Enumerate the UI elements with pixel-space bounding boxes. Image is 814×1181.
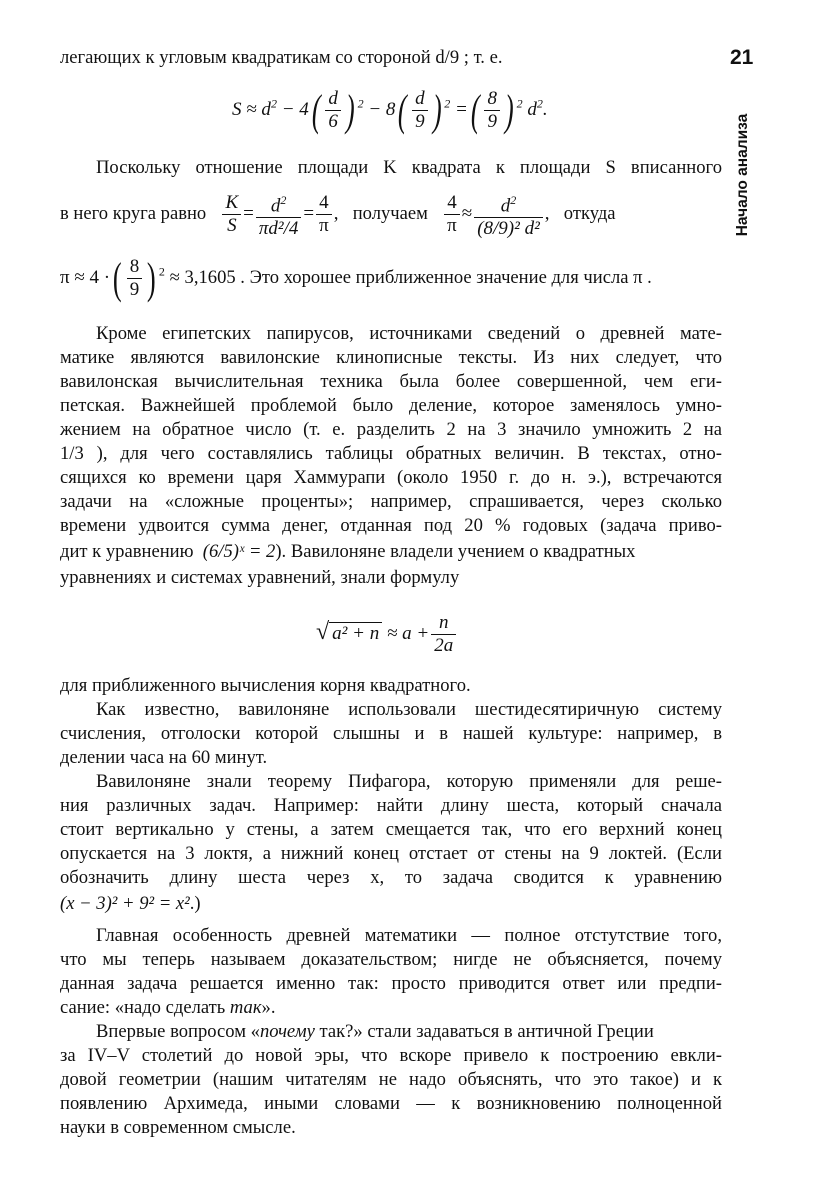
text-line: времени удвоится сумма денег, отданная под 20 % годовых (задача приво- (60, 515, 722, 536)
text-line: вавилонская вычислительная техника была более совершенной, чем еги- (60, 371, 722, 392)
text-line: науки в современном смысле. (60, 1117, 296, 1138)
text-line: делении часа на 60 минут. (60, 747, 268, 768)
text-line-equation: (x − 3)² + 9² = x².) (60, 893, 201, 914)
formula-ratio-line: в него круга равно $\frac{K}{S}$ = $\frac{d^2}{\text{πd²/4}}$ = $\frac{4}{\pi}$ , получаем $\frac{4}{\pi}$ ≈ $\frac{d^2}{\text{(8/9)² d²}}$ , откуда (60, 189, 722, 240)
formula-sqrt: √ a² + n ≈ a + $\frac{n}{2a}$ (316, 612, 458, 657)
formula-area-estimate: $S \approx d^2 - 4$( $\frac{d}{6}$ ) $^2$ − 8( $\frac{d}{9}$ ) $^2$ =( $\frac{8}{9}$ ) $^2$ $d^2$. (232, 85, 548, 135)
text-line: опускается на 3 локтя, а нижний конец отстает от стены на 9 локтей. (Если (60, 843, 722, 864)
text-line: Главная особенность древней математики — полное отстутствие того, (96, 925, 722, 946)
text-line: счисления, отголоски которой слышны и в нашей культуре: например, в (60, 723, 722, 744)
text-line: Как известно, вавилоняне использовали шестидесятиричную систему (96, 699, 722, 720)
text-line: обозначить длину шеста через x, то задача сводится к уравнению (60, 867, 722, 888)
text-line: задачи на «сложные проценты»; например, спрашивается, через сколько (60, 491, 722, 512)
text-line: для приближенного вычисления корня квадратного. (60, 675, 471, 696)
text-line: матике являются вавилонские клинописные тексты. Из них следует, что (60, 347, 722, 368)
text-line: уравнениях и системах уравнений, знали формулу (60, 567, 460, 588)
text-line: стоит вертикально у стены, а затем смещается так, что его верхний конец (60, 819, 722, 840)
text-line: 1/3 ), для чего составлялись таблицы обратных величин. В текстах, отно- (60, 443, 722, 464)
text-line: данная задача решается именно так: просто приводится ответ или предпи- (60, 973, 722, 994)
section-title-vertical: Начало анализа (734, 113, 751, 237)
text-line: Впервые вопросом «почему так?» стали задаваться в античной Греции (96, 1021, 654, 1042)
text-line: легающих к угловым квадратикам со стороной d/9 ; т. е. (60, 47, 503, 68)
text-line: появлению Архимеда, иными словами — к возникновению полноценной (60, 1093, 722, 1114)
formula-pi-approx: π ≈ 4 ·( $\frac{8}{9}$ ) $^2$ ≈ 3,1605 . Это хорошее приближенное значение для числа π . (60, 253, 652, 303)
text-line: сание: «надо сделать так». (60, 997, 276, 1018)
text-line: петская. Важнейшей проблемой было деление, которое заменялось умно- (60, 395, 722, 416)
text-line: жением на обратное число (т. е. разделить 2 на 3 значило умножить 2 на (60, 419, 722, 440)
text-line: Вавилоняне знали теорему Пифагора, которую применяли для реше- (96, 771, 722, 792)
text-line: что мы теперь называем доказательством; нигде не объясняется, почему (60, 949, 722, 970)
text-line: Кроме египетских папирусов, источниками сведений о древней мате- (96, 323, 722, 344)
text-line: ния различных задач. Например: найти длину шеста, который сначала (60, 795, 722, 816)
text-line: сящихся ко времени царя Хаммурапи (около 1950 г. до н. э.), встречаются (60, 467, 722, 488)
text-line: за IV–V столетий до новой эры, что вскоре привело к построению евкли- (60, 1045, 722, 1066)
text-line: Поскольку отношение площади K квадрата к площади S вписанного (96, 157, 722, 178)
text-line: довой геометрии (нашим читателям не надо объяснять, что это такое) и к (60, 1069, 722, 1090)
text-line-equation: дит к уравнению (6/5)ˣ = 2). Вавилоняне владели учением о квадратных (60, 541, 636, 562)
page-number: 21 (730, 46, 754, 69)
